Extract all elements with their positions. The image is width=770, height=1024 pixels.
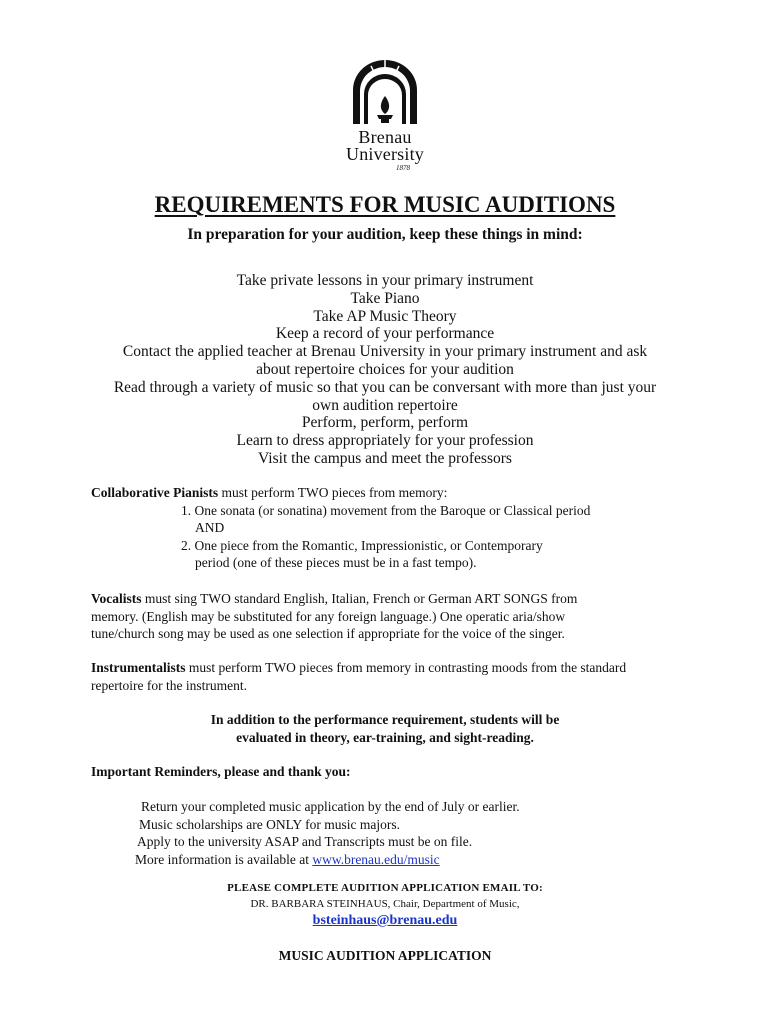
preparation-tips-list: [60, 272, 710, 468]
application-title: MUSIC AUDITION APPLICATION: [278, 948, 492, 963]
email-link-text[interactable]: bsteinhaus@brenau.edu: [312, 913, 458, 928]
tip-item: Keep a record of your performance: [275, 325, 495, 343]
reminder-item: Return your completed music application by the end of July or earlier.: [141, 799, 520, 814]
pianists-item-2-cont: period (one of these pieces must be in a fast tempo).: [195, 555, 477, 570]
logo-name-brenau: Brenau: [358, 127, 412, 147]
tip-item: about repertoire choices for your audition: [256, 360, 514, 378]
vocalists-requirement: [91, 590, 691, 643]
vocalists-line: tune/church song may be used as one selection if appropriate for the voice of the singer.: [91, 626, 565, 642]
instrumentalists-line: must perform TWO pieces from memory in contrasting moods from the standard: [185, 660, 627, 675]
pianists-text: must perform TWO pieces from memory:: [218, 485, 448, 500]
reminders-heading: Important Reminders, please and thank you:: [91, 764, 351, 779]
vocalists-line: must sing TWO standard English, Italian, French or German ART SONGS from: [141, 591, 578, 606]
tip-item: own audition repertoire: [312, 396, 458, 414]
tip-item: Visit the campus and meet the professors: [258, 449, 512, 467]
pianists-item-and: AND: [195, 520, 225, 535]
tip-item: Contact the applied teacher at Brenau University in your primary instrument and ask: [122, 343, 648, 361]
email-instructions-heading: PLEASE COMPLETE AUDITION APPLICATION EMAIL TO:: [227, 882, 543, 894]
tip-item: Perform, perform, perform: [301, 414, 469, 432]
music-website-link[interactable]: www.brenau.edu/music: [312, 852, 440, 867]
vocalists-line: memory. (English may be substituted for any foreign language.) One operatic aria/show: [91, 608, 566, 624]
page-subtitle: In preparation for your audition, keep these things in mind:: [187, 226, 583, 243]
instrumentalists-line: repertoire for the instrument.: [91, 677, 247, 693]
pianists-item-1: 1. One sonata (or sonatina) movement from the Baroque or Classical period: [181, 503, 591, 518]
evaluation-note-line-1: In addition to the performance requirement, students will be: [210, 712, 560, 727]
pianists-label: Collaborative Pianists: [91, 485, 219, 500]
page-title: REQUIREMENTS FOR MUSIC AUDITIONS: [154, 192, 616, 217]
more-info-text: More information is available at: [135, 852, 313, 867]
vocalists-label: Vocalists: [91, 591, 142, 606]
tip-item: Learn to dress appropriately for your profession: [236, 432, 534, 450]
tip-item: Read through a variety of music so that you can be conversant with more than just your: [113, 378, 657, 396]
archway-emblem: [330, 56, 440, 126]
logo-founded-year: 1878: [396, 164, 410, 172]
reminder-item: Music scholarships are ONLY for music majors.: [139, 817, 400, 832]
contact-name: DR. BARBARA STEINHAUS, Chair, Department of Music,: [250, 898, 520, 910]
tip-item: Take AP Music Theory: [313, 307, 457, 325]
reminder-item: Apply to the university ASAP and Transcripts must be on file.: [137, 834, 473, 849]
pianists-item-2: 2. One piece from the Romantic, Impressionistic, or Contemporary: [181, 538, 543, 553]
contact-email-link[interactable]: [0, 913, 770, 929]
instrumentalists-label: Instrumentalists: [91, 660, 186, 675]
tip-item: Take private lessons in your primary instrument: [236, 272, 534, 289]
university-logo: [330, 56, 440, 174]
tip-item: Take Piano: [350, 289, 420, 307]
evaluation-note-line-2: evaluated in theory, ear-training, and sight-reading.: [236, 730, 534, 745]
pianists-requirement: [91, 484, 691, 502]
instrumentalists-requirement: [91, 659, 691, 694]
reminder-item-more-info: [135, 851, 440, 869]
logo-name-university: University: [346, 144, 424, 164]
